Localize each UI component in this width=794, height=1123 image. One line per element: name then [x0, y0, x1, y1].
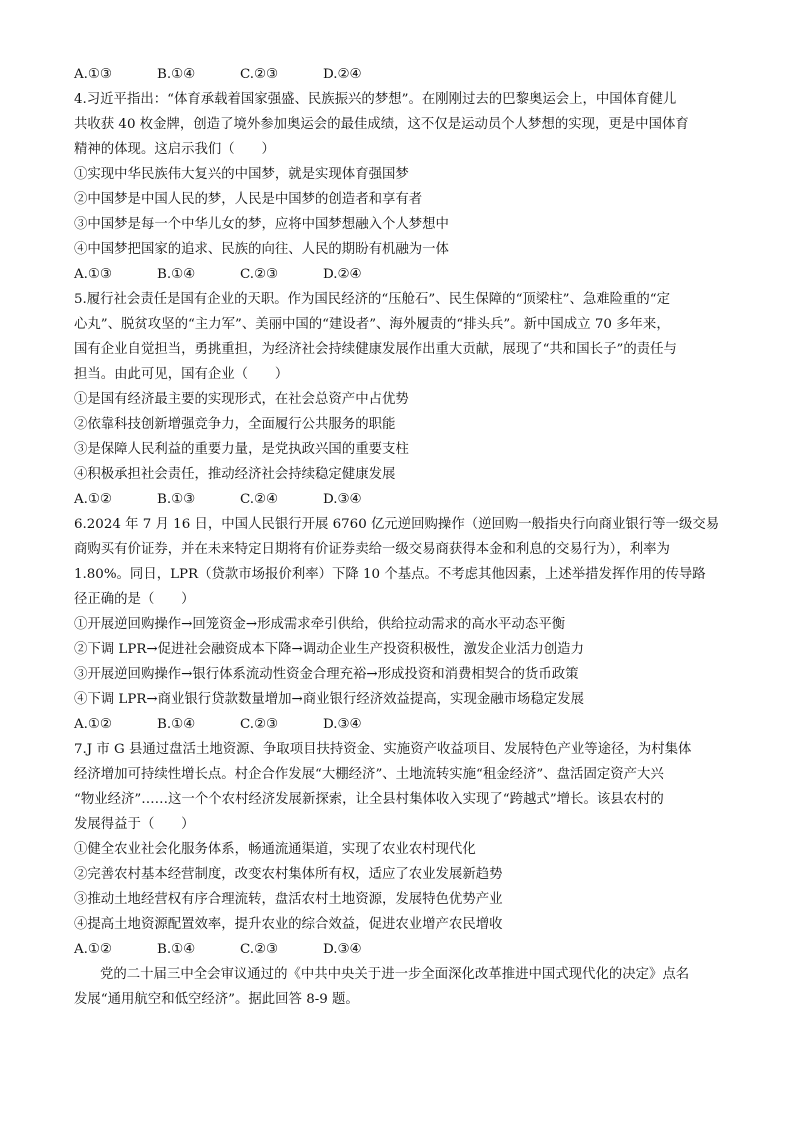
intro-line: 发展“通用航空和低空经济”。据此回答 8-9 题。 [74, 992, 359, 1007]
option-b: B.①④ [157, 267, 196, 282]
option-a: A.①③ [74, 267, 112, 282]
option-b: B.①④ [157, 67, 196, 82]
option-c: C.②④ [240, 492, 279, 507]
question-stem-line: 担当。由此可见，国有企业（ ） [74, 367, 289, 382]
intro-8-9 [74, 962, 724, 1012]
option-c: C.②③ [240, 942, 279, 957]
q5-options [74, 487, 724, 512]
statement: ④下调 LPR→商业银行贷款数量增加→商业银行经济效益提高，实现金融市场稳定发展 [74, 692, 584, 707]
question-stem-line: 径正确的是（ ） [74, 592, 195, 607]
question-stem-line: “物业经济”……这一个个农村经济发展新探索，让全县村集体收入实现了“跨越式”增长。该县农村的 [74, 792, 664, 807]
option-c: C.②③ [240, 67, 279, 82]
option-a: A.①③ [74, 67, 112, 82]
statement: ①是国有经济最主要的实现形式，在社会总资产中占优势 [74, 392, 409, 407]
statement: ①健全农业社会化服务体系，畅通流通渠道，实现了农业农村现代化 [74, 842, 476, 857]
option-d: D.③④ [323, 492, 362, 507]
q4-options [74, 262, 724, 287]
option-c: C.②③ [240, 267, 279, 282]
question-6 [74, 512, 724, 737]
question-stem-line: 7.J 市 G 县通过盘活土地资源、争取项目扶持资金、实施资产收益项目、发展特色产业等途径，为村集体 [74, 742, 692, 757]
question-stem-line: 共收获 40 枚金牌，创造了境外参加奥运会的最佳成绩，这不仅是运动员个人梦想的实现，更是中国体育 [74, 117, 689, 132]
question-stem-line: 心丸”、脱贫攻坚的“主力军”、美丽中国的“建设者”、海外履责的“排头兵”。新中国成立 70 多年来， [74, 317, 670, 332]
q6-options [74, 712, 724, 737]
question-5 [74, 287, 724, 512]
statement: ①实现中华民族伟大复兴的中国梦，就是实现体育强国梦 [74, 167, 409, 182]
question-stem-line: 4.习近平指出：“体育承载着国家强盛、民族振兴的梦想”。在刚刚过去的巴黎奥运会上，中国体育健儿 [74, 92, 677, 107]
option-a: A.①② [74, 492, 112, 507]
statement: ④积极承担社会责任，推动经济社会持续稳定健康发展 [74, 467, 396, 482]
statement: ①开展逆回购操作→回笼资金→形成需求牵引供给，供给拉动需求的高水平动态平衡 [74, 617, 566, 632]
option-b: B.①④ [157, 942, 196, 957]
question-stem-line: 精神的体现。这启示我们（ ） [74, 142, 275, 157]
question-stem-line: 6.2024 年 7 月 16 日，中国人民银行开展 6760 亿元逆回购操作（逆回购一般指央行向商业银行等一级交易 [74, 517, 720, 532]
statement: ②完善农村基本经营制度，改变农村集体所有权，适应了农业发展新趋势 [74, 867, 503, 882]
question-7 [74, 737, 724, 962]
question-stem-line: 5.履行社会责任是国有企业的天职。作为国民经济的“压舱石”、民生保障的“顶梁柱”、急难险重的“定 [74, 292, 671, 307]
statement: ②中国梦是中国人民的梦，人民是中国梦的创造者和享有者 [74, 192, 423, 207]
question-stem-line: 国有企业自觉担当，勇挑重担，为经济社会持续健康发展作出重大贡献，展现了“共和国长子”的责任与 [74, 342, 677, 357]
option-b: B.①③ [157, 492, 196, 507]
option-c: C.②③ [240, 717, 279, 732]
statement: ④中国梦把国家的追求、民族的向往、人民的期盼有机融为一体 [74, 242, 449, 257]
statement: ②依靠科技创新增强竞争力，全面履行公共服务的职能 [74, 417, 396, 432]
q3-options [74, 62, 724, 87]
q7-options [74, 937, 724, 962]
option-a: A.①② [74, 942, 112, 957]
statement: ②下调 LPR→促进社会融资成本下降→调动企业生产投资积极性，激发企业活力创造力 [74, 642, 584, 657]
option-d: D.③④ [323, 717, 362, 732]
question-stem-line: 1.80%。同日，LPR（贷款市场报价利率）下降 10 个基点。不考虑其他因素，上述举措发挥作用的传导路 [74, 567, 706, 582]
option-d: D.②④ [323, 67, 362, 82]
question-4 [74, 87, 724, 287]
exam-page [74, 62, 724, 1012]
option-d: D.③④ [323, 942, 362, 957]
option-a: A.①② [74, 717, 112, 732]
question-stem-line: 商购买有价证券，并在未来特定日期将有价证券卖给一级交易商获得本金和利息的交易行为），利率为 [74, 542, 670, 557]
statement: ③中国梦是每一个中华儿女的梦，应将中国梦想融入个人梦想中 [74, 217, 449, 232]
option-d: D.②④ [323, 267, 362, 282]
question-stem-line: 经济增加可持续性增长点。村企合作发展“大棚经济”、土地流转实施“租金经济”、盘活固定资产大兴 [74, 767, 664, 782]
statement: ④提高土地资源配置效率，提升农业的综合效益，促进农业增产农民增收 [74, 917, 503, 932]
statement: ③是保障人民利益的重要力量，是党执政兴国的重要支柱 [74, 442, 409, 457]
question-stem-line: 发展得益于（ ） [74, 817, 195, 832]
statement: ③开展逆回购操作→银行体系流动性资金合理充裕→形成投资和消费相契合的货币政策 [74, 667, 579, 682]
statement: ③推动土地经营权有序合理流转，盘活农村土地资源，发展特色优势产业 [74, 892, 503, 907]
option-b: B.①④ [157, 717, 196, 732]
intro-line: 党的二十届三中全会审议通过的《中共中央关于进一步全面深化改革推进中国式现代化的决定》点名 [100, 967, 690, 982]
